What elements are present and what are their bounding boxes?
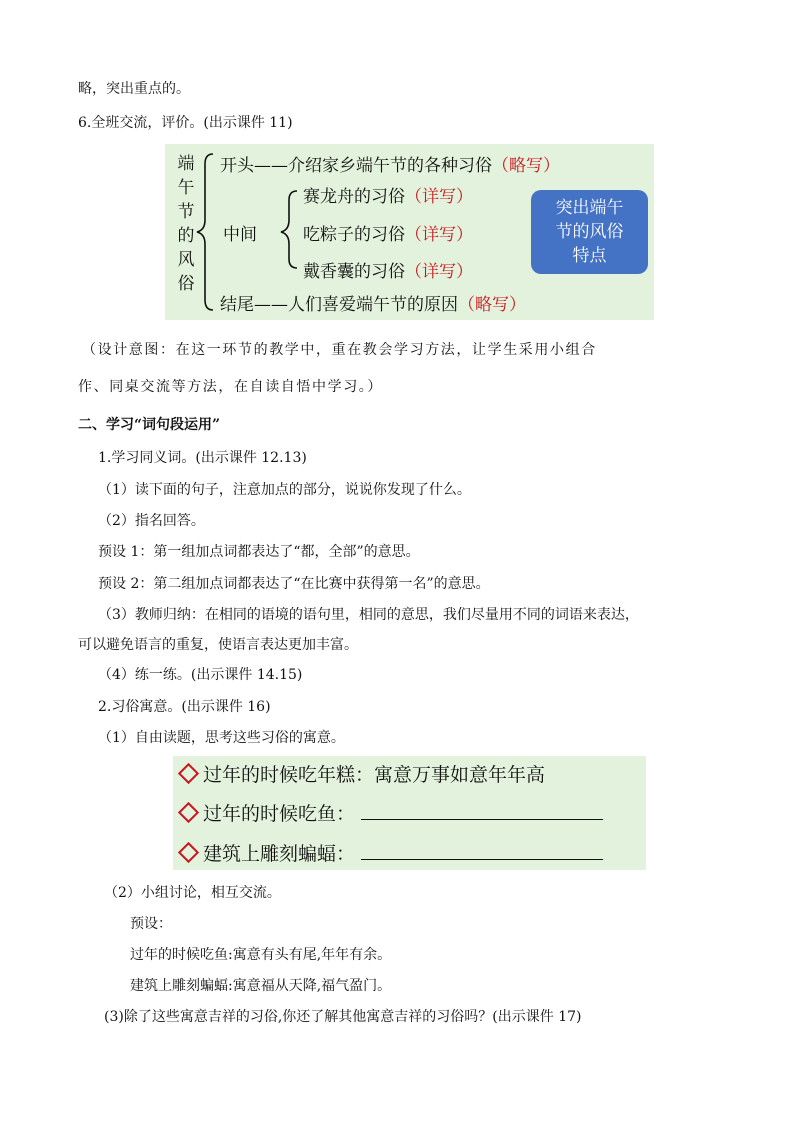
text-line: （4）练一练。(出示课件 14.15) <box>98 667 303 683</box>
text-line: 可以避免语言的重复，使语言表达更加丰富。 <box>78 637 358 653</box>
text-line: 2.习俗寓意。(出示课件 16) <box>98 699 271 715</box>
text-line: 略，突出重点的。 <box>78 81 190 97</box>
ending-row: 结尾——人们喜爱端午节的原因（略写） <box>220 295 526 315</box>
text-line: （1）自由读题，思考这些习俗的寓意。 <box>98 730 345 746</box>
exercise-row: 过年的时候吃年糕：寓意万事如意年年高 <box>177 760 545 787</box>
text-line: 过年的时候吃鱼:寓意有头有尾,年年有余。 <box>130 947 392 963</box>
text-line: （1）读下面的句子，注意加点的部分，说说你发现了什么。 <box>98 482 471 498</box>
diamond-bullet-icon <box>178 842 199 863</box>
text-line: 预设 2：第二组加点词都表达了“在比赛中获得第一名”的意思。 <box>98 576 490 592</box>
text-line: 预设 1：第一组加点词都表达了“都，全部”的意思。 <box>98 544 420 560</box>
exercise-row: 建筑上雕刻蝙蝠： <box>177 839 603 866</box>
middle-item: 戴香囊的习俗（详写） <box>303 262 473 282</box>
text-line: 6.全班交流，评价。(出示课件 11) <box>78 115 293 131</box>
text-line: 1.学习同义词。(出示课件 12.13) <box>98 450 307 466</box>
text-line: (3)除了这些寓意吉祥的习俗,你还了解其他寓意吉祥的习俗吗？(出示课件 17) <box>104 1009 582 1025</box>
text-line: 建筑上雕刻蝙蝠:寓意福从天降,福气盈门。 <box>130 978 392 994</box>
diamond-bullet-icon <box>178 802 199 823</box>
answer-blank[interactable] <box>361 805 603 820</box>
diamond-bullet-icon <box>178 763 199 784</box>
opening-note: （略写） <box>492 156 560 176</box>
text-line: （2）指名回答。 <box>98 513 205 529</box>
dragon-boat-structure-diagram <box>165 144 654 320</box>
design-intent-line: （设计意图：在这一环节的教学中，重在教会学习方法，让学生采用小组合 <box>82 342 597 358</box>
diagram-title-vertical: 端 午 节 的 风 俗 <box>177 154 195 294</box>
text-line: （3）教师归纳：在相同的语境的语句里，相同的意思，我们尽量用不同的词语来表达， <box>98 607 639 623</box>
exercise-row: 过年的时候吃鱼： <box>177 799 603 826</box>
highlight-box: 突出端午 节的风俗 特点 <box>531 190 648 274</box>
custom-meaning-exercise <box>173 756 646 870</box>
text-line: （2）小组讨论，相互交流。 <box>104 885 281 901</box>
middle-item: 吃粽子的习俗（详写） <box>303 225 473 245</box>
ending-note: （略写） <box>458 295 526 315</box>
opening-row: 开头——介绍家乡端午节的各种习俗（略写） <box>220 156 560 176</box>
section-heading: 二、学习“词句段运用” <box>78 417 221 433</box>
middle-item: 赛龙舟的习俗（详写） <box>303 187 473 207</box>
middle-label: 中间 <box>223 225 257 245</box>
answer-blank[interactable] <box>361 845 603 860</box>
design-intent-line: 作、同桌交流等方法，在自读自悟中学习。） <box>78 379 383 395</box>
text-line: 预设： <box>130 916 172 932</box>
